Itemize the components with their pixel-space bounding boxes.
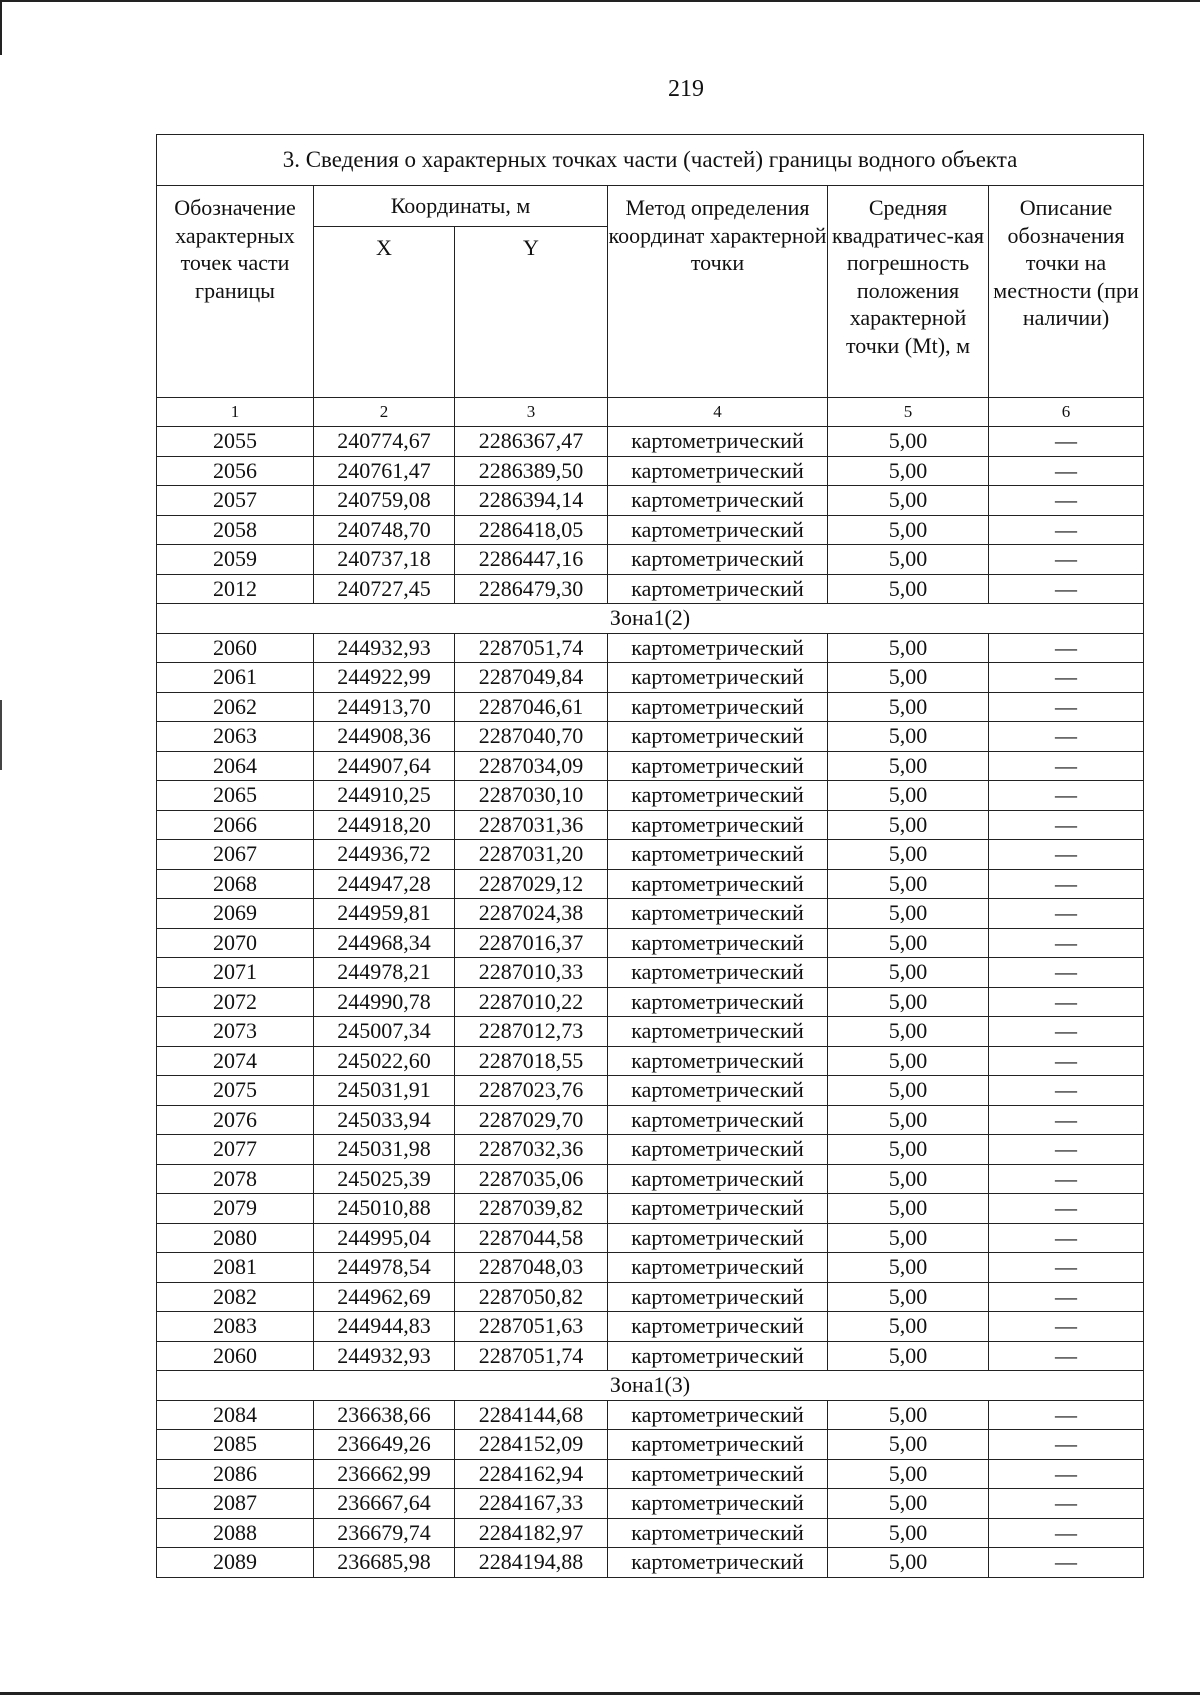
point-number-cell: 2064 [157,751,314,781]
method-cell: картометрический [608,1489,828,1519]
mean-error-cell: 5,00 [828,987,989,1017]
table-row [157,1076,1144,1106]
table-row [157,1164,1144,1194]
point-number-cell: 2082 [157,1282,314,1312]
y-coordinate-cell: 2286447,16 [455,545,608,575]
x-coordinate-cell: 244910,25 [314,781,455,811]
point-number-cell: 2055 [157,427,314,457]
x-coordinate-cell: 244990,78 [314,987,455,1017]
y-coordinate-cell: 2287010,22 [455,987,608,1017]
x-coordinate-cell: 236667,64 [314,1489,455,1519]
mean-error-cell: 5,00 [828,456,989,486]
description-cell: — [989,1164,1144,1194]
table-row [157,1489,1144,1519]
point-number-cell: 2072 [157,987,314,1017]
y-coordinate-cell: 2287031,20 [455,840,608,870]
description-cell: — [989,899,1144,929]
x-coordinate-cell: 244995,04 [314,1223,455,1253]
point-number-cell: 2080 [157,1223,314,1253]
method-cell: картометрический [608,574,828,604]
x-coordinate-cell: 245010,88 [314,1194,455,1224]
point-number-cell: 2063 [157,722,314,752]
table-row [157,1400,1144,1430]
description-cell: — [989,574,1144,604]
x-coordinate-cell: 244932,93 [314,633,455,663]
table-row [157,987,1144,1017]
method-cell: картометрический [608,1341,828,1371]
mean-error-cell: 5,00 [828,958,989,988]
table-row [157,427,1144,457]
description-cell: — [989,1194,1144,1224]
y-coordinate-cell: 2287018,55 [455,1046,608,1076]
mean-error-cell: 5,00 [828,1341,989,1371]
x-coordinate-cell: 244918,20 [314,810,455,840]
table-row [157,928,1144,958]
mean-error-cell: 5,00 [828,1076,989,1106]
x-coordinate-cell: 244913,70 [314,692,455,722]
table-row [157,1017,1144,1047]
scan-edge-left [0,0,2,55]
table-row [157,515,1144,545]
y-coordinate-cell: 2287051,74 [455,1341,608,1371]
mean-error-cell: 5,00 [828,574,989,604]
x-coordinate-cell: 244922,99 [314,663,455,693]
method-cell: картометрический [608,1459,828,1489]
point-number-cell: 2077 [157,1135,314,1165]
x-coordinate-cell: 240759,08 [314,486,455,516]
mean-error-cell: 5,00 [828,840,989,870]
method-cell: картометрический [608,692,828,722]
mean-error-cell: 5,00 [828,1164,989,1194]
y-coordinate-cell: 2287048,03 [455,1253,608,1283]
table-row [157,1046,1144,1076]
y-coordinate-cell: 2287034,09 [455,751,608,781]
x-coordinate-cell: 236685,98 [314,1548,455,1578]
method-cell: картометрический [608,1518,828,1548]
mean-error-cell: 5,00 [828,928,989,958]
method-cell: картометрический [608,427,828,457]
x-coordinate-cell: 244978,54 [314,1253,455,1283]
method-cell: картометрический [608,869,828,899]
method-cell: картометрический [608,1253,828,1283]
point-number-cell: 2070 [157,928,314,958]
point-number-cell: 2086 [157,1459,314,1489]
mean-error-cell: 5,00 [828,663,989,693]
y-coordinate-cell: 2287029,70 [455,1105,608,1135]
mean-error-cell: 5,00 [828,751,989,781]
scan-edge-left-mark [0,700,2,770]
description-cell: — [989,1282,1144,1312]
y-coordinate-cell: 2287039,82 [455,1194,608,1224]
description-cell: — [989,1046,1144,1076]
x-coordinate-cell: 236662,99 [314,1459,455,1489]
description-cell: — [989,515,1144,545]
mean-error-cell: 5,00 [828,1135,989,1165]
x-coordinate-cell: 245033,94 [314,1105,455,1135]
method-cell: картометрический [608,1400,828,1430]
mean-error-cell: 5,00 [828,810,989,840]
point-number-cell: 2058 [157,515,314,545]
table-body [157,427,1144,1578]
mean-error-cell: 5,00 [828,1489,989,1519]
mean-error-cell: 5,00 [828,1459,989,1489]
header-method: Метод определения координат характерной точки [608,186,828,398]
x-coordinate-cell: 240761,47 [314,456,455,486]
x-coordinate-cell: 240737,18 [314,545,455,575]
method-cell: картометрический [608,1194,828,1224]
mean-error-cell: 5,00 [828,427,989,457]
method-cell: картометрический [608,722,828,752]
description-cell: — [989,1489,1144,1519]
description-cell: — [989,781,1144,811]
method-cell: картометрический [608,1430,828,1460]
y-coordinate-cell: 2286418,05 [455,515,608,545]
description-cell: — [989,1518,1144,1548]
point-number-cell: 2061 [157,663,314,693]
point-number-cell: 2012 [157,574,314,604]
table-row [157,1459,1144,1489]
mean-error-cell: 5,00 [828,1282,989,1312]
point-number-cell: 2066 [157,810,314,840]
y-coordinate-cell: 2284144,68 [455,1400,608,1430]
x-coordinate-cell: 244947,28 [314,869,455,899]
y-coordinate-cell: 2287040,70 [455,722,608,752]
page-number: 219 [668,76,704,102]
description-cell: — [989,958,1144,988]
description-cell: — [989,1548,1144,1578]
mean-error-cell: 5,00 [828,1430,989,1460]
y-coordinate-cell: 2287023,76 [455,1076,608,1106]
mean-error-cell: 5,00 [828,1518,989,1548]
table-row [157,456,1144,486]
description-cell: — [989,1400,1144,1430]
description-cell: — [989,751,1144,781]
table-row [157,1223,1144,1253]
y-coordinate-cell: 2287032,36 [455,1135,608,1165]
column-number: 2 [314,398,455,427]
zone-row [157,604,1144,634]
y-coordinate-cell: 2287031,36 [455,810,608,840]
y-coordinate-cell: 2287050,82 [455,1282,608,1312]
point-number-cell: 2059 [157,545,314,575]
description-cell: — [989,427,1144,457]
description-cell: — [989,1312,1144,1342]
x-coordinate-cell: 244936,72 [314,840,455,870]
mean-error-cell: 5,00 [828,545,989,575]
x-coordinate-cell: 244944,83 [314,1312,455,1342]
method-cell: картометрический [608,663,828,693]
column-number: 4 [608,398,828,427]
description-cell: — [989,456,1144,486]
method-cell: картометрический [608,1164,828,1194]
description-cell: — [989,987,1144,1017]
description-cell: — [989,1430,1144,1460]
x-coordinate-cell: 245031,98 [314,1135,455,1165]
description-cell: — [989,928,1144,958]
mean-error-cell: 5,00 [828,899,989,929]
method-cell: картометрический [608,1548,828,1578]
description-cell: — [989,1223,1144,1253]
table-row [157,663,1144,693]
point-number-cell: 2074 [157,1046,314,1076]
mean-error-cell: 5,00 [828,1194,989,1224]
mean-error-cell: 5,00 [828,722,989,752]
mean-error-cell: 5,00 [828,1253,989,1283]
y-coordinate-cell: 2287010,33 [455,958,608,988]
y-coordinate-cell: 2286389,50 [455,456,608,486]
point-number-cell: 2085 [157,1430,314,1460]
zone-label: Зона1(3) [157,1371,1144,1401]
y-coordinate-cell: 2287016,37 [455,928,608,958]
mean-error-cell: 5,00 [828,515,989,545]
mean-error-cell: 5,00 [828,781,989,811]
y-coordinate-cell: 2286479,30 [455,574,608,604]
description-cell: — [989,1341,1144,1371]
x-coordinate-cell: 240748,70 [314,515,455,545]
point-number-cell: 2069 [157,899,314,929]
mean-error-cell: 5,00 [828,869,989,899]
table-row [157,840,1144,870]
y-coordinate-cell: 2287051,74 [455,633,608,663]
description-cell: — [989,633,1144,663]
mean-error-cell: 5,00 [828,1046,989,1076]
method-cell: картометрический [608,987,828,1017]
mean-error-cell: 5,00 [828,486,989,516]
method-cell: картометрический [608,633,828,663]
x-coordinate-cell: 244978,21 [314,958,455,988]
header-x: X [314,227,455,398]
point-number-cell: 2062 [157,692,314,722]
method-cell: картометрический [608,1282,828,1312]
point-number-cell: 2083 [157,1312,314,1342]
description-cell: — [989,1253,1144,1283]
y-coordinate-cell: 2287051,63 [455,1312,608,1342]
table-row [157,486,1144,516]
mean-error-cell: 5,00 [828,1017,989,1047]
point-number-cell: 2076 [157,1105,314,1135]
method-cell: картометрический [608,1076,828,1106]
description-cell: — [989,1017,1144,1047]
point-number-cell: 2065 [157,781,314,811]
mean-error-cell: 5,00 [828,692,989,722]
point-number-cell: 2089 [157,1548,314,1578]
table-caption: 3. Сведения о характерных точках части (частей) границы водного объекта [157,135,1144,186]
table-row [157,1518,1144,1548]
mean-error-cell: 5,00 [828,1400,989,1430]
table-row [157,810,1144,840]
x-coordinate-cell: 245025,39 [314,1164,455,1194]
y-coordinate-cell: 2286394,14 [455,486,608,516]
mean-error-cell: 5,00 [828,1105,989,1135]
description-cell: — [989,545,1144,575]
point-number-cell: 2068 [157,869,314,899]
header-coordinates: Координаты, м [314,186,608,227]
table-row [157,1135,1144,1165]
method-cell: картометрический [608,545,828,575]
x-coordinate-cell: 240774,67 [314,427,455,457]
description-cell: — [989,663,1144,693]
x-coordinate-cell: 245031,91 [314,1076,455,1106]
table-row [157,1282,1144,1312]
method-cell: картометрический [608,1017,828,1047]
zone-label: Зона1(2) [157,604,1144,634]
y-coordinate-cell: 2287029,12 [455,869,608,899]
point-number-cell: 2081 [157,1253,314,1283]
point-number-cell: 2078 [157,1164,314,1194]
table-row [157,1430,1144,1460]
header-description: Описание обозначения точки на местности (при наличии) [989,186,1144,398]
point-number-cell: 2079 [157,1194,314,1224]
table-row [157,633,1144,663]
method-cell: картометрический [608,1223,828,1253]
table-row [157,1194,1144,1224]
x-coordinate-cell: 245007,34 [314,1017,455,1047]
column-numbers-row [157,398,1144,427]
x-coordinate-cell: 244968,34 [314,928,455,958]
point-number-cell: 2073 [157,1017,314,1047]
description-cell: — [989,1076,1144,1106]
x-coordinate-cell: 244932,93 [314,1341,455,1371]
y-coordinate-cell: 2284194,88 [455,1548,608,1578]
mean-error-cell: 5,00 [828,1223,989,1253]
description-cell: — [989,1135,1144,1165]
method-cell: картометрический [608,1105,828,1135]
method-cell: картометрический [608,810,828,840]
table-row [157,1253,1144,1283]
column-number: 3 [455,398,608,427]
point-number-cell: 2056 [157,456,314,486]
description-cell: — [989,722,1144,752]
x-coordinate-cell: 245022,60 [314,1046,455,1076]
zone-row [157,1371,1144,1401]
header-y: Y [455,227,608,398]
point-number-cell: 2075 [157,1076,314,1106]
table-row [157,722,1144,752]
description-cell: — [989,486,1144,516]
x-coordinate-cell: 244959,81 [314,899,455,929]
table-row [157,899,1144,929]
column-number: 6 [989,398,1144,427]
x-coordinate-cell: 244907,64 [314,751,455,781]
column-number: 1 [157,398,314,427]
header-point-designation: Обозначение характерных точек части границы [157,186,314,398]
x-coordinate-cell: 244962,69 [314,1282,455,1312]
y-coordinate-cell: 2284182,97 [455,1518,608,1548]
description-cell: — [989,1459,1144,1489]
point-number-cell: 2057 [157,486,314,516]
y-coordinate-cell: 2287049,84 [455,663,608,693]
method-cell: картометрический [608,456,828,486]
y-coordinate-cell: 2287030,10 [455,781,608,811]
method-cell: картометрический [608,486,828,516]
method-cell: картометрический [608,515,828,545]
point-number-cell: 2084 [157,1400,314,1430]
y-coordinate-cell: 2286367,47 [455,427,608,457]
point-number-cell: 2060 [157,1341,314,1371]
method-cell: картометрический [608,899,828,929]
header-mean-error: Средняя квадратичес-кая погрешность положения характерной точки (Mt), м [828,186,989,398]
method-cell: картометрический [608,928,828,958]
method-cell: картометрический [608,840,828,870]
method-cell: картометрический [608,1046,828,1076]
x-coordinate-cell: 244908,36 [314,722,455,752]
table-row [157,751,1144,781]
description-cell: — [989,869,1144,899]
scan-edge-top [0,0,1200,2]
y-coordinate-cell: 2284152,09 [455,1430,608,1460]
table-row [157,692,1144,722]
table-row [157,1312,1144,1342]
table-row [157,1548,1144,1578]
method-cell: картометрический [608,1312,828,1342]
method-cell: картометрический [608,1135,828,1165]
x-coordinate-cell: 236679,74 [314,1518,455,1548]
table-row [157,1341,1144,1371]
description-cell: — [989,692,1144,722]
x-coordinate-cell: 240727,45 [314,574,455,604]
y-coordinate-cell: 2287046,61 [455,692,608,722]
y-coordinate-cell: 2287044,58 [455,1223,608,1253]
y-coordinate-cell: 2284167,33 [455,1489,608,1519]
x-coordinate-cell: 236649,26 [314,1430,455,1460]
table-row [157,1105,1144,1135]
table-row [157,574,1144,604]
y-coordinate-cell: 2287035,06 [455,1164,608,1194]
column-number: 5 [828,398,989,427]
mean-error-cell: 5,00 [828,633,989,663]
y-coordinate-cell: 2287012,73 [455,1017,608,1047]
point-number-cell: 2067 [157,840,314,870]
mean-error-cell: 5,00 [828,1548,989,1578]
boundary-points-table [156,134,1144,1578]
table-row [157,869,1144,899]
point-number-cell: 2071 [157,958,314,988]
method-cell: картометрический [608,781,828,811]
mean-error-cell: 5,00 [828,1312,989,1342]
description-cell: — [989,810,1144,840]
x-coordinate-cell: 236638,66 [314,1400,455,1430]
table-row [157,958,1144,988]
method-cell: картометрический [608,958,828,988]
y-coordinate-cell: 2287024,38 [455,899,608,929]
y-coordinate-cell: 2284162,94 [455,1459,608,1489]
description-cell: — [989,1105,1144,1135]
table-row [157,545,1144,575]
point-number-cell: 2088 [157,1518,314,1548]
point-number-cell: 2087 [157,1489,314,1519]
table-row [157,781,1144,811]
method-cell: картометрический [608,751,828,781]
point-number-cell: 2060 [157,633,314,663]
description-cell: — [989,840,1144,870]
